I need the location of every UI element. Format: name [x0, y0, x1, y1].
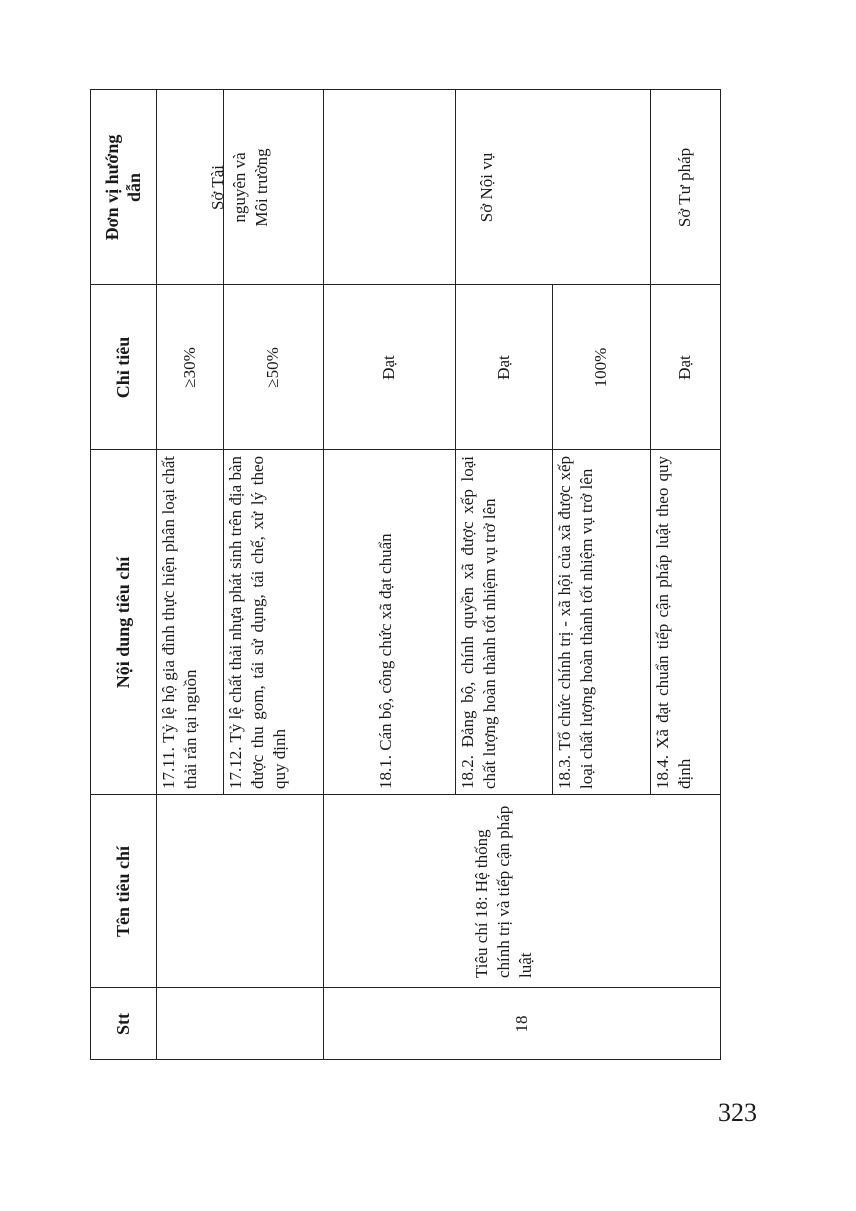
- target-17-12: ≥50%: [263, 347, 282, 388]
- header-don-vi: Đơn vị hướng dẫn: [102, 134, 144, 241]
- target-18-1: Đạt: [379, 355, 398, 380]
- criterion-18-name: Tiêu chí 18: Hệ thống chính trị và tiếp cận pháp luật: [472, 805, 535, 978]
- rotated-table-page: [90, 90, 720, 1060]
- target-18-3: 100%: [591, 347, 610, 388]
- unit-noi-vu: Sở Nội vụ: [476, 152, 496, 223]
- target-17-11: ≥30%: [179, 347, 199, 388]
- stt-18: 18: [511, 1015, 531, 1033]
- content-18-1: 18.1. Cán bộ, công chức xã đạt chuẩn: [376, 533, 395, 789]
- content-17-12: 17.12. Tỷ lệ chất thải nhựa phát sinh trên địa bàn được thu gom, tái sử dụng, tái chế, xử lý theo quy định: [226, 456, 289, 789]
- content-18-4: 18.4. Xã đạt chuẩn tiếp cận pháp luật theo quy định: [653, 456, 694, 789]
- page-number: 323: [718, 1098, 757, 1127]
- unit-tnmt: Sở Tài nguyên và Môi trường: [207, 148, 271, 227]
- content-18-2: 18.2. Đảng bộ, chính quyền xã được xếp loại chất lượng hoàn thành tốt nhiệm vụ trở lên: [458, 456, 499, 789]
- header-ten-tieu-chi: Tên tiêu chí: [113, 846, 133, 938]
- header-stt: Stt: [113, 1013, 133, 1035]
- table-border-bottom: [720, 90, 721, 1060]
- header-chi-tieu: Chỉ tiêu: [113, 336, 133, 399]
- header-noi-dung: Nội dung tiêu chí: [113, 556, 133, 689]
- target-18-2: Đạt: [493, 355, 513, 380]
- content-17-11: 17.11. Tỷ lệ hộ gia đình thực hiện phân loại chất thải rắn tại nguồn: [159, 456, 200, 789]
- content-18-3: 18.3. Tổ chức chính trị - xã hội của xã được xếp loại chất lượng hoàn thành tốt nhiệm vụ trở lên: [555, 456, 596, 789]
- target-18-4: Đạt: [675, 355, 694, 380]
- unit-tu-phap: Sở Tư pháp: [675, 147, 694, 228]
